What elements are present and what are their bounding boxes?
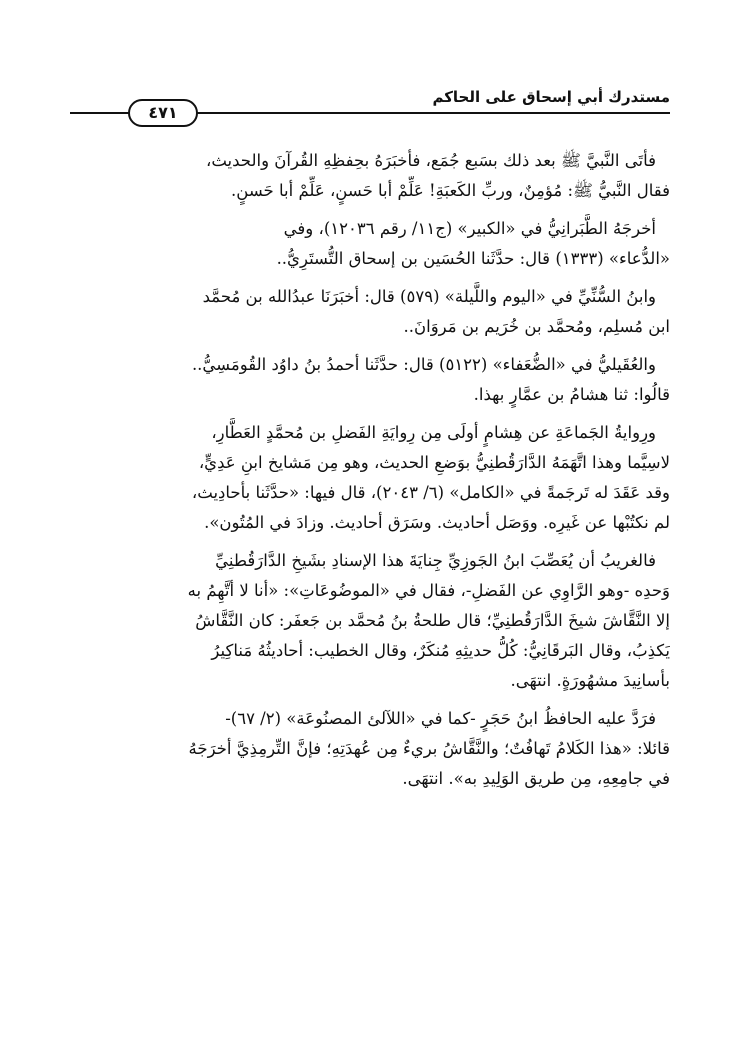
paragraph xyxy=(70,418,670,538)
page-number: ٤٧١ xyxy=(128,99,198,127)
page-header xyxy=(70,84,670,124)
text-line: فرَدَّ عليه الحافظُ ابنُ حَجَرٍ -كما في «اللآلئ المصنُوعَة» (٢/ ٦٧)- xyxy=(225,709,656,728)
text-line: «الدُّعاء» (١٣٣٣) قال: حدَّثَنا الحُسَين بن إسحاق التُّستَرِيُّ.. xyxy=(276,249,670,268)
text-line: وَحدِه -وهو الرَّاوِي عن الفَضلِ-، فقال في «الموضُوعَاتِ»: «أنا لا أتَّهِمُ به xyxy=(187,581,670,600)
text-line: بأسانِيدَ مشهُورَةٍ. انتهَى. xyxy=(510,671,670,690)
text-line: ورِوايةُ الجَماعَةِ عن هِشامٍ أولَى مِن رِوايَةِ الفَضلِ بن مُحمَّدٍ العَطَّارِ، xyxy=(211,423,656,442)
paragraph xyxy=(70,350,670,410)
text-line: لم نكتُبْها عن غَيرِه. ووَصَل أحاديث. وسَرَق أحاديث. وزادَ في المُتُون». xyxy=(204,513,670,532)
text-line: فأتَى النَّبيَّ ﷺ بعد ذلك بسَبع جُمَع، فأخبَرَهُ بحِفظِهِ القُرآنَ والحديث، xyxy=(206,151,656,170)
text-line: إلا النَّقَّاشَ شيخَ الدَّارَقُطنِيِّ؛ قال طلحةُ بنُ مُحمَّد بن جَعفَر: كان النَّقَّاشُ xyxy=(195,611,670,630)
text-line: فقال النَّبيُّ ﷺ: مُؤمِنٌ، وربِّ الكَعبَةِ! عَلِّمْ أبا حَسنٍ، عَلِّمْ أبا حَسنٍ. xyxy=(231,181,670,200)
paragraph xyxy=(70,546,670,696)
paragraph xyxy=(70,146,670,206)
text-line: أخرجَهُ الطَّبَرانِيُّ في «الكبير» (ج١١/ رقم ١٢٠٣٦)، وفي xyxy=(283,219,656,238)
paragraph xyxy=(70,214,670,274)
text-line: قالُوا: ثنا هشامُ بن عمَّارٍ بهذا. xyxy=(473,385,670,404)
running-title: مستدرك أبي إسحاق على الحاكم xyxy=(432,88,670,106)
text-line: في جامِعِهِ، مِن طريق الوَلِيدِ به». انتهَى. xyxy=(402,769,670,788)
text-line: لاسِيَّما وهذا اتَّهَمَهُ الدَّارَقُطنِيُّ بوَضعِ الحديث، وهو مِن مَشايخ ابنِ عَدِيٍّ، xyxy=(198,453,670,472)
text-line: وابنُ السُّنِّيِّ في «اليوم واللَّيلة» (٥٧٩) قال: أخبَرَنَا عبدُالله بن مُحمَّد xyxy=(202,287,656,306)
body-text xyxy=(70,146,670,794)
paragraph xyxy=(70,704,670,794)
text-line: قائلا: «هذا الكَلامُ تَهافُتٌ؛ والنَّقَّاشُ بريءٌ مِن عُهدَتِهِ؛ فإنَّ التِّرمِذِيَّ أخرَجَهُ xyxy=(188,739,670,758)
paragraph xyxy=(70,282,670,342)
text-line: ابن مُسلِم، ومُحمَّد بن خُرَيم بن مَروَانَ.. xyxy=(403,317,670,336)
text-line: يَكذِبُ، وقال البَرقَانِيُّ: كُلُّ حديثِهِ مُنكَرٌ، وقال الخطيب: أحاديثُهُ مَناكِيرُ xyxy=(211,641,670,660)
text-line: والعُقَيليُّ في «الضُّعَفاء» (٥١٢٢) قال: حدَّثَنا أحمدُ بنُ داوُد القُومَسِيُّ.. xyxy=(191,355,656,374)
text-line: وقد عَقَدَ له تَرجَمةً في «الكامل» (٦/ ٢٠٤٣)، قال فيها: «حدَّثَنا بأحادِيث، xyxy=(191,483,670,502)
text-line: فالغريبُ أن يُعَصِّبَ ابنُ الجَوزِيِّ جِنايَةَ هذا الإسنادِ بشَيخِ الدَّارَقُطنِيِّ xyxy=(215,551,656,570)
